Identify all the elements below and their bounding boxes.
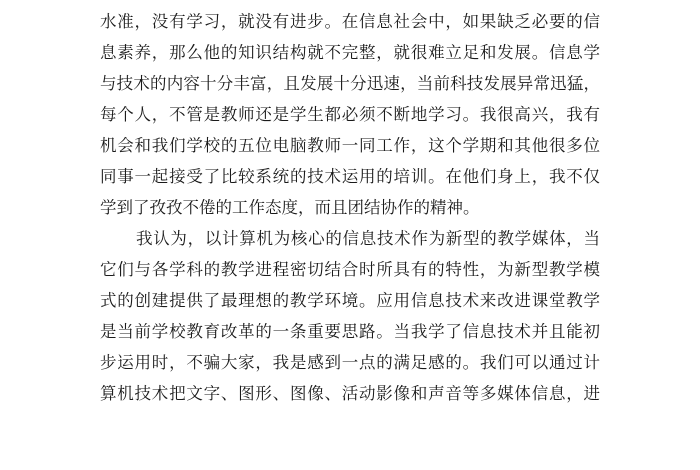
text-line-9: 它们与各学科的教学进程密切结合时所具有的特性，为新型教学模 (100, 260, 600, 279)
text-line-1: 水准，没有学习，就没有进步。在信息社会中，如果缺乏必要的信 (100, 12, 600, 31)
document-body (100, 6, 600, 409)
text-line-5: 机会和我们学校的五位电脑教师一同工作，这个学期和其他很多位 (100, 136, 600, 155)
text-line-2: 息素养，那么他的知识结构就不完整，就很难立足和发展。信息学 (100, 43, 600, 62)
text-line-8: 我认为，以计算机为核心的信息技术作为新型的教学媒体，当 (136, 229, 600, 248)
text-line-6: 同事一起接受了比较系统的技术运用的培训。在他们身上，我不仅 (100, 167, 600, 186)
text-line-12: 步运用时，不骗大家，我是感到一点的满足感的。我们可以通过计 (100, 353, 600, 372)
text-line-13: 算机技术把文字、图形、图像、活动影像和声音等多媒体信息，进 (100, 384, 600, 403)
text-line-10: 式的创建提供了最理想的教学环境。应用信息技术来改进课堂教学 (100, 291, 600, 310)
text-line-11: 是当前学校教育改革的一条重要思路。当我学了信息技术并且能初 (100, 322, 600, 341)
text-line-7: 学到了孜孜不倦的工作态度，而且团结协作的精神。 (100, 198, 480, 217)
text-line-3: 与技术的内容十分丰富，且发展十分迅速，当前科技发展异常迅猛， (100, 74, 600, 93)
text-line-4: 每个人，不管是教师还是学生都必须不断地学习。我很高兴，我有 (100, 105, 600, 124)
